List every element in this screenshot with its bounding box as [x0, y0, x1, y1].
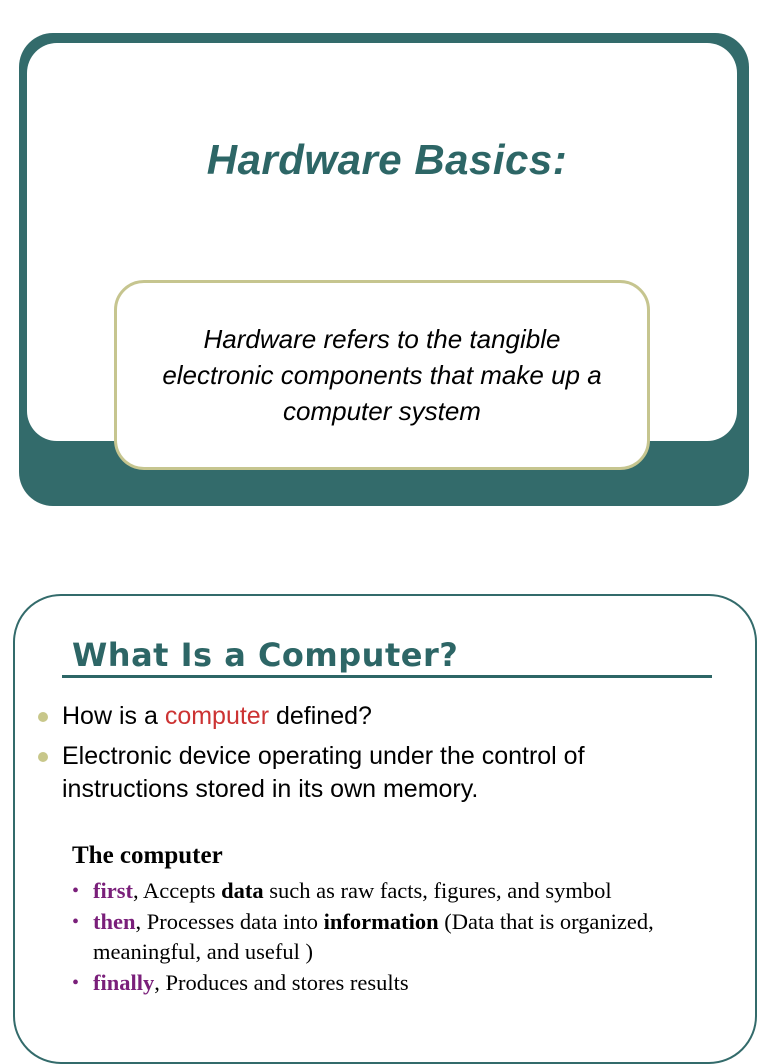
step-keyword: then [93, 909, 136, 934]
list-item [68, 907, 718, 967]
subheading: The computer [72, 842, 223, 869]
step-text-rest: such as raw facts, figures, and symbol [263, 878, 612, 903]
definition-box [114, 280, 650, 470]
title-underline [62, 675, 712, 678]
main-bullet-list [36, 700, 716, 813]
step-bold-term: information [323, 909, 439, 934]
list-item [68, 968, 718, 998]
step-text-rest: (Data that is organized, meaningful, and useful ) [93, 909, 654, 964]
list-item [36, 740, 716, 806]
slide-1-title: Hardware Basics: [206, 136, 568, 183]
definition-text: Hardware refers to the tangible electronic components that make up a computer system [162, 324, 602, 426]
bullet-dot-icon: • [72, 880, 80, 902]
slide-2-title: What Is a Computer? [72, 636, 459, 674]
step-keyword: first [93, 878, 133, 903]
bullet-dot-icon: • [72, 911, 80, 933]
bullet-text: Electronic device operating under the control of instructions stored in its own memory. [62, 742, 585, 803]
step-text: , Processes data into [135, 909, 324, 934]
sub-bullet-list [68, 876, 718, 999]
bullet-dot-icon [38, 752, 48, 762]
step-bold-term: data [221, 878, 264, 903]
bullet-text-before: How is a [62, 702, 165, 730]
step-keyword: finally [93, 970, 155, 995]
bullet-dot-icon: • [72, 972, 80, 994]
step-text: , Accepts [132, 878, 222, 903]
bullet-dot-icon [38, 712, 48, 722]
list-item [68, 876, 718, 906]
step-text: , Produces and stores results [154, 970, 409, 995]
highlighted-term: computer [164, 702, 270, 730]
bullet-text-after: defined? [269, 702, 372, 730]
list-item [36, 700, 716, 733]
